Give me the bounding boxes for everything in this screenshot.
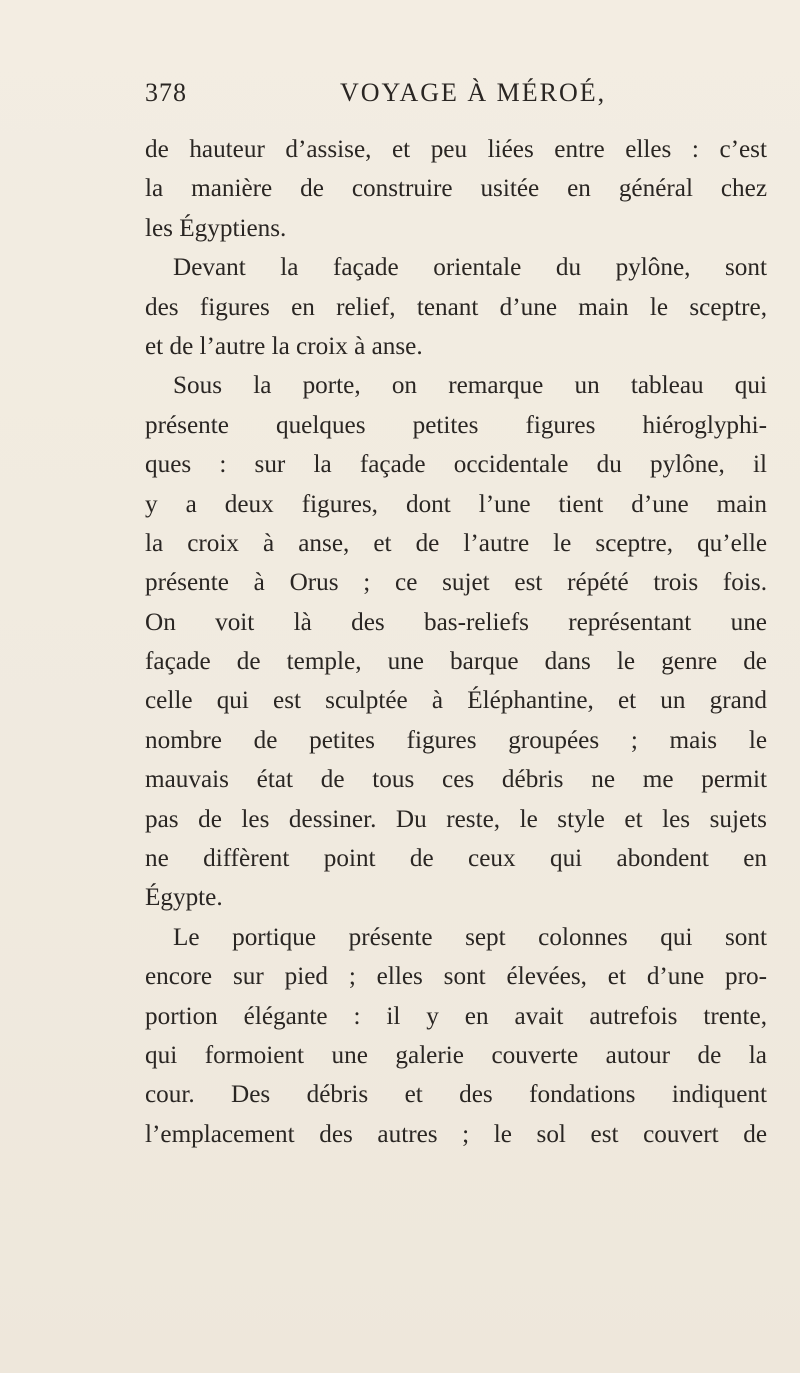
running-title: VOYAGE À MÉROÉ,: [340, 78, 607, 107]
text-line: Égypte.: [145, 884, 223, 912]
text-line: Sous la porte, on remarque un tableau qui: [173, 372, 767, 400]
text-line: l’emplacement des autres ; le sol est couvert de: [145, 1120, 767, 1148]
text-line: ques : sur la façade occidentale du pylône, il: [145, 451, 767, 479]
text-line: portion élégante : il y en avait autrefois trente,: [145, 1002, 767, 1030]
text-line: nombre de petites figures groupées ; mais le: [145, 726, 767, 754]
text-line: de hauteur d’assise, et peu liées entre elles : c’est: [145, 136, 767, 163]
text-line: mauvais état de tous ces débris ne me permit: [145, 766, 767, 794]
text-line: cour. Des débris et des fondations indiquent: [145, 1081, 767, 1109]
page-header: [145, 78, 785, 118]
text-line: la croix à anse, et de l’autre le sceptre, qu’elle: [145, 529, 767, 557]
text-line: y a deux figures, dont l’une tient d’une main: [145, 490, 767, 518]
text-line: présente à Orus ; ce sujet est répété trois fois.: [145, 569, 767, 597]
text-line: la manière de construire usitée en général chez: [145, 175, 767, 203]
text-line: pas de les dessiner. Du reste, le style et les sujets: [145, 805, 767, 833]
text-line: et de l’autre la croix à anse.: [145, 332, 423, 360]
text-line: présente quelques petites figures hiéroglyphi-: [145, 411, 767, 439]
text-line: ne diffèrent point de ceux qui abondent en: [145, 845, 767, 873]
text-line: qui formoient une galerie couverte autour de la: [145, 1041, 767, 1069]
text-line: Le portique présente sept colonnes qui sont: [173, 923, 767, 951]
page-number: 378: [145, 78, 187, 107]
text-line: On voit là des bas-reliefs représentant une: [145, 608, 767, 636]
text-line: les Égyptiens.: [145, 214, 287, 242]
text-line: Devant la façade orientale du pylône, sont: [173, 254, 767, 282]
body-text: [145, 130, 767, 1154]
text-line: façade de temple, une barque dans le genre de: [145, 648, 767, 676]
text-line: celle qui est sculptée à Éléphantine, et un grand: [145, 687, 767, 715]
text-line: des figures en relief, tenant d’une main le sceptre,: [145, 293, 767, 321]
text-line: encore sur pied ; elles sont élevées, et d’une pro-: [145, 963, 767, 991]
